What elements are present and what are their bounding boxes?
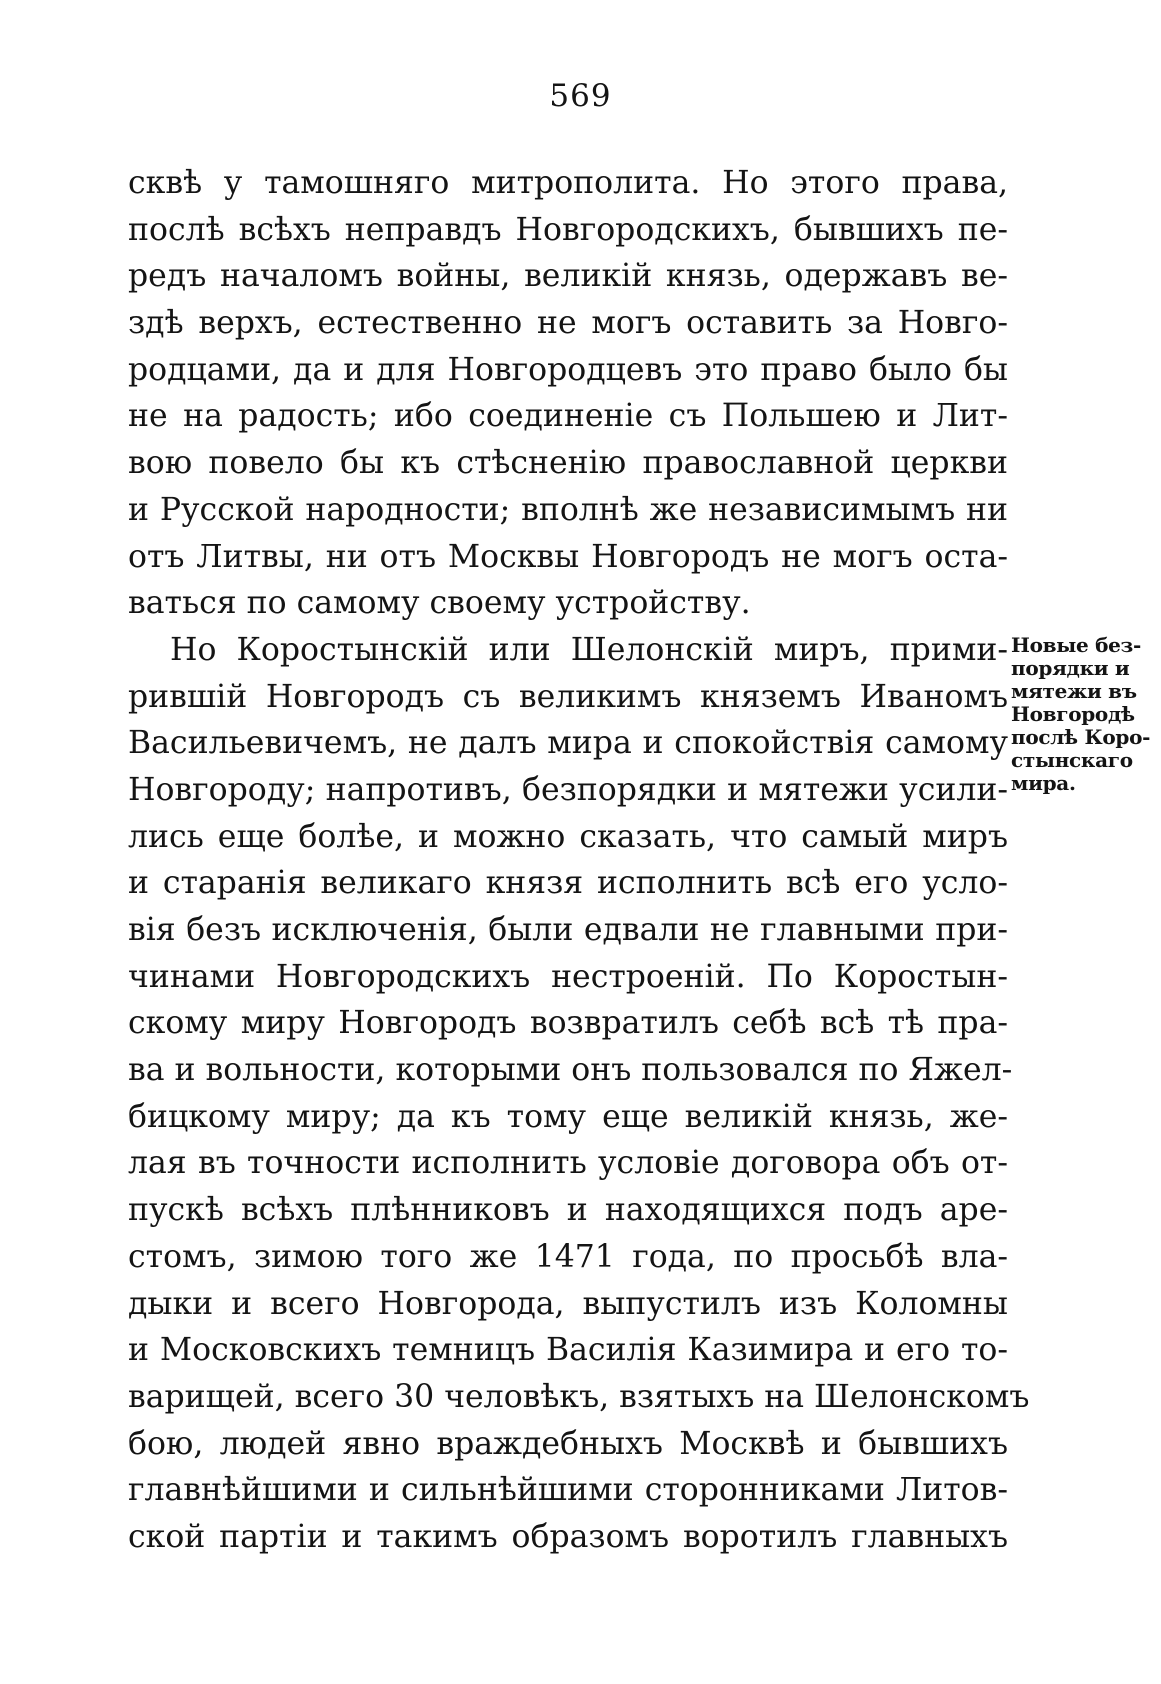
text-line: родцами, да и для Новгородцевъ это право было бы [128,351,1008,388]
margin-note-line: мира. [1011,771,1076,795]
text-line: и старанія великаго князя исполнить всѣ его усло- [128,865,1008,902]
text-line: не на радость; ибо соединеніе съ Польшею и Лит- [128,398,1008,435]
margin-note-line: Новые без- [1011,633,1141,657]
margin-note-line: послѣ Коро- [1011,725,1151,749]
text-line: бою, людей явно враждебныхъ Москвѣ и бывшихъ [128,1425,1008,1462]
page-number: 569 [549,78,612,114]
text-line: лись еще болѣе, и можно сказать, что самый миръ [128,818,1008,855]
text-line: редъ началомъ войны, великій князь, одержавъ ве- [128,258,1008,295]
text-line: Васильевичемъ, не далъ мира и спокойствія самому [128,725,1008,762]
text-line: и Русской народности; вполнѣ же независимымъ ни [128,491,1008,528]
margin-note-line: порядки и [1011,656,1130,680]
margin-note-line: Новгородѣ [1011,702,1135,726]
text-line: стомъ, зимою того же 1471 года, по просьбѣ вла- [128,1238,1008,1275]
paragraph-1 [128,160,1008,627]
text-line: ва и вольности, которыми онъ пользовался по Яжел- [128,1052,1013,1089]
margin-note [1011,634,1159,795]
text-line: здѣ верхъ, естественно не могъ оставить за Новго- [128,305,1008,342]
margin-note-line: стынскаго [1011,748,1133,772]
text-line: ской партіи и такимъ образомъ воротилъ главныхъ [128,1518,1008,1555]
text-line: Но Коростынскій или Шелонскій миръ, прими- [170,631,1008,668]
text-line: вія безъ исключенія, были едвали не главными при- [128,912,1008,948]
text-line: послѣ всѣхъ неправдъ Новгородскихъ, бывшихъ пе- [128,211,1008,248]
paragraph-2 [128,627,1030,1561]
text-line: ваться по самому своему устройству. [128,585,751,622]
text-line: варищей, всего 30 человѣкъ, взятыхъ на Шелонскомъ [128,1378,1030,1415]
body-text [128,160,1030,1561]
text-line: главнѣйшими и сильнѣйшими сторонниками Литов- [128,1472,1008,1509]
text-line: дыки и всего Новгорода, выпустилъ изъ Коломны [128,1285,1008,1322]
text-line: отъ Литвы, ни отъ Москвы Новгородъ не могъ оста- [128,538,1008,575]
text-line: вою повело бы къ стѣсненію православной церкви [128,445,1008,482]
text-line: и Московскихъ темницъ Василія Казимира и его то- [128,1332,1008,1369]
text-line: лая въ точности исполнить условіе договора объ от- [128,1145,1008,1182]
text-line: Новгороду; напротивъ, безпорядки и мятежи усили- [128,771,1008,808]
text-line: сквѣ у тамошняго митрополита. Но этого права, [128,165,1008,201]
text-line: чинами Новгородскихъ нестроеній. По Коростын- [128,958,1008,995]
text-line: пускѣ всѣхъ плѣнниковъ и находящихся подъ аре- [128,1192,1008,1229]
margin-note-line: мятежи въ [1011,679,1137,703]
text-line: рившій Новгородъ съ великимъ княземъ Иваномъ [128,678,1008,715]
text-line: бицкому миру; да къ тому еще великій князь, же- [128,1098,1008,1135]
text-line: скому миру Новгородъ возвратилъ себѣ всѣ тѣ пра- [128,1005,1008,1042]
